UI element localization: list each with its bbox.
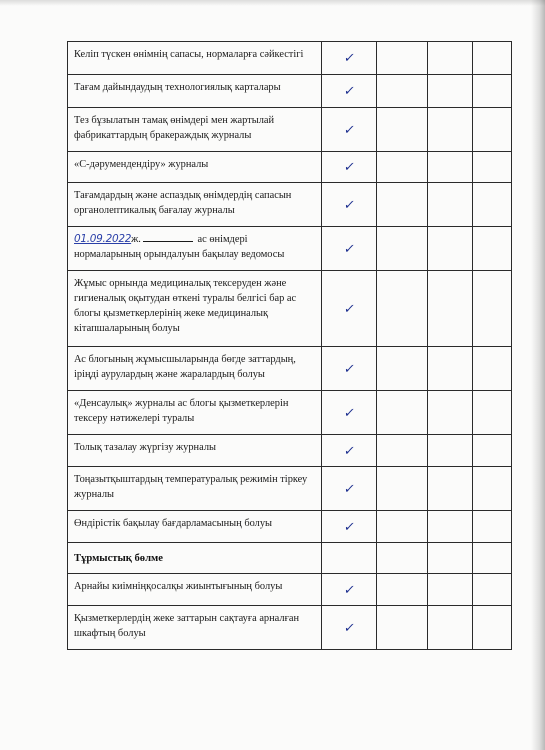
check-cell	[322, 467, 377, 511]
empty-cell	[377, 271, 428, 347]
empty-cell	[473, 271, 512, 347]
empty-cell	[377, 42, 428, 75]
section-row	[68, 543, 512, 574]
table-row	[68, 435, 512, 467]
empty-cell	[473, 467, 512, 511]
table-row	[68, 271, 512, 347]
empty-cell	[377, 75, 428, 108]
criterion-label: Тағам дайындаудың технологиялық карталары	[68, 75, 322, 108]
empty-cell	[322, 543, 377, 574]
empty-cell	[473, 227, 512, 271]
check-cell	[322, 183, 377, 227]
empty-cell	[428, 42, 473, 75]
empty-cell	[377, 467, 428, 511]
empty-cell	[377, 152, 428, 183]
empty-cell	[377, 108, 428, 152]
blank-line	[143, 232, 193, 242]
criterion-label: «Денсаулық» журналы ас блогы қызметкерлерін тексеру нәтижелері туралы	[68, 391, 322, 435]
empty-cell	[473, 152, 512, 183]
criterion-label: Тез бұзылатын тамақ өнімдері мен жартылай фабрикаттардың бракераждық журналы	[68, 108, 322, 152]
handwritten-date: 01.09.2022	[74, 233, 132, 245]
checkmark-icon: ✓	[342, 84, 356, 99]
criterion-label: «С-дәрумендендіру» журналы	[68, 152, 322, 183]
table-row	[68, 183, 512, 227]
checkmark-icon: ✓	[342, 51, 356, 66]
checkmark-icon: ✓	[342, 405, 356, 421]
empty-cell	[473, 108, 512, 152]
empty-cell	[428, 271, 473, 347]
empty-cell	[428, 391, 473, 435]
check-cell	[322, 108, 377, 152]
empty-cell	[428, 152, 473, 183]
check-cell	[322, 574, 377, 606]
empty-cell	[377, 574, 428, 606]
check-cell	[322, 511, 377, 543]
empty-cell	[473, 543, 512, 574]
criterion-label: Тоңазытқыштардың температуралық режимін тіркеу журналы	[68, 467, 322, 511]
empty-cell	[473, 574, 512, 606]
check-cell	[322, 42, 377, 75]
criterion-label: Қызметкерлердің жеке заттарын сақтауға арналған шкафтың болуы	[68, 606, 322, 650]
empty-cell	[377, 606, 428, 650]
table-row	[68, 227, 512, 271]
empty-cell	[428, 543, 473, 574]
checkmark-icon: ✓	[342, 197, 356, 213]
criterion-label: ас өнімдері нормаларының орындалуын бақылау ведомосы	[74, 234, 285, 260]
check-cell	[322, 347, 377, 391]
table-row	[68, 574, 512, 606]
empty-cell	[473, 183, 512, 227]
checkmark-icon: ✓	[342, 241, 356, 257]
checkmark-icon: ✓	[342, 301, 356, 317]
empty-cell	[377, 227, 428, 271]
inspection-checklist-table	[67, 41, 512, 650]
empty-cell	[377, 183, 428, 227]
empty-cell	[428, 606, 473, 650]
empty-cell	[377, 543, 428, 574]
empty-cell	[428, 75, 473, 108]
empty-cell	[377, 511, 428, 543]
table-row	[68, 42, 512, 75]
table-row	[68, 152, 512, 183]
checkmark-icon: ✓	[342, 443, 356, 459]
scan-top-shadow	[0, 0, 545, 6]
criterion-label: Өндірістік бақылау бағдарламасының болуы	[68, 511, 322, 543]
checkmark-icon: ✓	[342, 620, 356, 636]
checkmark-icon: ✓	[342, 519, 356, 535]
checkmark-icon: ✓	[342, 160, 356, 175]
empty-cell	[377, 435, 428, 467]
check-cell	[322, 227, 377, 271]
empty-cell	[377, 347, 428, 391]
empty-cell	[473, 435, 512, 467]
criterion-label: Толық тазалау жүргізу журналы	[68, 435, 322, 467]
criterion-label-with-date	[68, 227, 322, 271]
table-row	[68, 391, 512, 435]
section-heading: Тұрмыстық бөлме	[68, 543, 322, 574]
table-row	[68, 511, 512, 543]
table-row	[68, 75, 512, 108]
table-row	[68, 347, 512, 391]
check-cell	[322, 606, 377, 650]
check-cell	[322, 435, 377, 467]
table-row	[68, 108, 512, 152]
empty-cell	[473, 75, 512, 108]
checkmark-icon: ✓	[342, 582, 356, 598]
criterion-label: Ас блогының жұмысшыларында бөгде заттардың, іріңді аурулардың және жаралардың болуы	[68, 347, 322, 391]
scan-edge-shadow	[531, 0, 545, 750]
empty-cell	[428, 183, 473, 227]
check-cell	[322, 391, 377, 435]
empty-cell	[428, 574, 473, 606]
criterion-label: Жұмыс орнында медициналық тексеруден және гигиеналық оқытудан өткені туралы белгісі бар ас блогы қызметкерлерінің жеке медициналық кітапшаларының болуы	[68, 271, 322, 347]
table-row	[68, 606, 512, 650]
empty-cell	[473, 347, 512, 391]
checkmark-icon: ✓	[342, 361, 356, 377]
criterion-label: Тағамдардың және аспаздық өнімдердің сапасын органолептикалық бағалау журналы	[68, 183, 322, 227]
empty-cell	[473, 42, 512, 75]
empty-cell	[473, 391, 512, 435]
check-cell	[322, 152, 377, 183]
empty-cell	[377, 391, 428, 435]
empty-cell	[428, 467, 473, 511]
empty-cell	[428, 435, 473, 467]
empty-cell	[428, 108, 473, 152]
check-cell	[322, 271, 377, 347]
date-suffix: ж.	[131, 234, 141, 245]
criterion-label: Арнайы киімніңқосалқы жиынтығының болуы	[68, 574, 322, 606]
table-row	[68, 467, 512, 511]
empty-cell	[428, 347, 473, 391]
empty-cell	[473, 511, 512, 543]
empty-cell	[428, 511, 473, 543]
check-cell	[322, 75, 377, 108]
criterion-label: Келіп түскен өнімнің сапасы, нормаларға сәйкестігі	[68, 42, 322, 75]
checkmark-icon: ✓	[342, 481, 356, 497]
empty-cell	[473, 606, 512, 650]
checkmark-icon: ✓	[342, 122, 356, 138]
empty-cell	[428, 227, 473, 271]
